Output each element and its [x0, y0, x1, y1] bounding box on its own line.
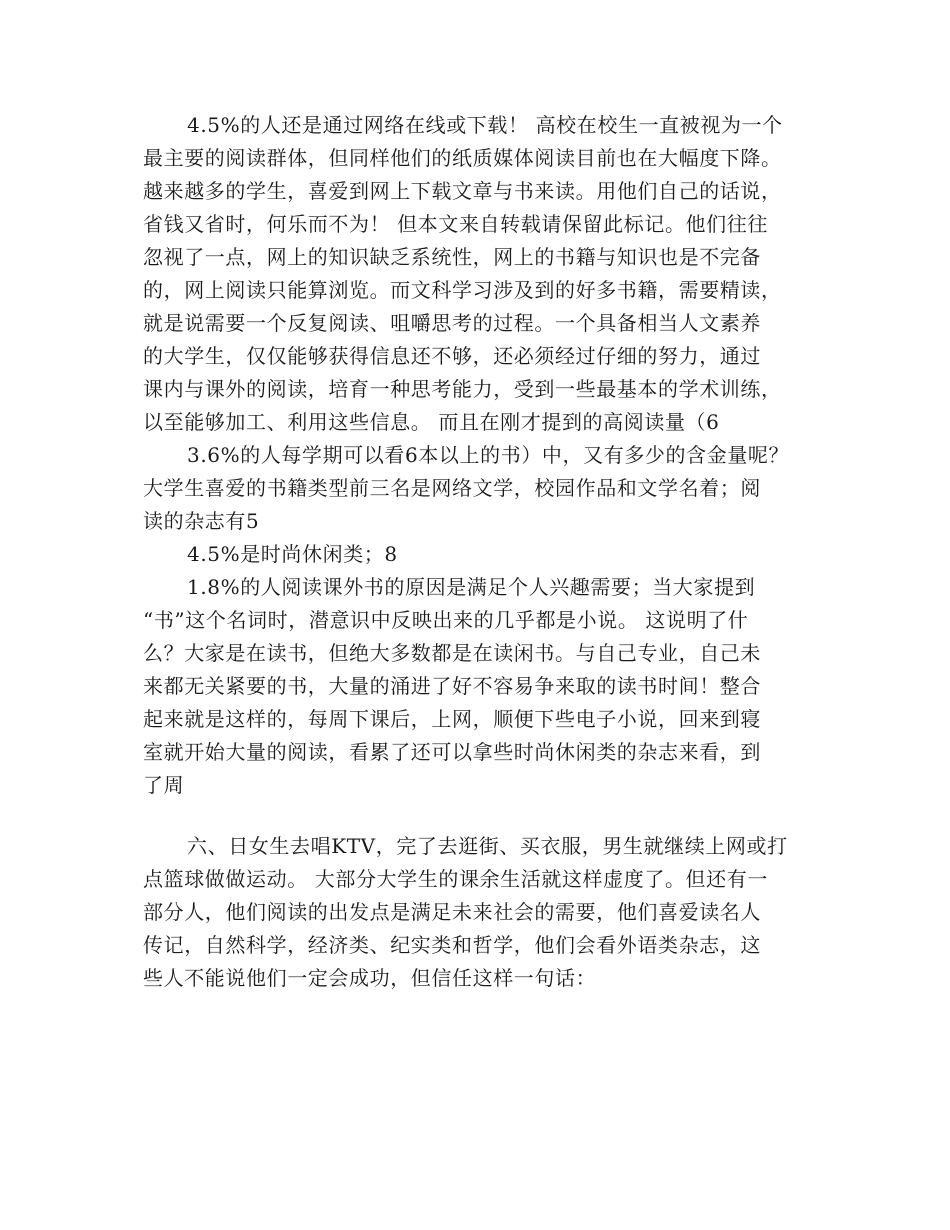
paragraph-2 [143, 439, 808, 538]
text-line: 的，网上阅读只能算浏览。而文科学习涉及到的好多书籍，需要精读， [143, 278, 782, 302]
text-line: 就是说需要一个反复阅读、咀嚼思考的过程。一个具备相当人文素养 [143, 311, 761, 335]
text-line: 忽视了一点，网上的知识缺乏系统性，网上的书籍与知识也是不完备 [143, 245, 761, 269]
text-line: 3.6%的人每学期可以看6本以上的书）中，又有多少的含金量呢？ [187, 443, 790, 467]
text-line: 的大学生，仅仅能够获得信息还不够，还必须经过仔细的努力，通过 [143, 344, 761, 368]
text-line: 1.8%的人阅读课外书的原因是满足个人兴趣需要；当大家提到 [187, 575, 756, 599]
text-line: 课内与课外的阅读，培育一种思考能力，受到一些最基本的学术训练， [143, 377, 782, 401]
text-line: 越来越多的学生，喜爱到网上下载文章与书来读。用他们自己的话说， [143, 179, 782, 203]
text-line: 传记，自然科学，经济类、纪实类和哲学，他们会看外语类杂志，这 [143, 933, 761, 957]
text-line: 最主要的阅读群体，但同样他们的纸质媒体阅读目前也在大幅度下降。 [143, 146, 782, 170]
text-line: 点篮球做做运动。 大部分大学生的课余生活就这样虚度了。但还有一 [143, 867, 768, 891]
text-line: 来都无关紧要的书，大量的涌进了好不容易争来取的读书时间！整合 [143, 674, 761, 698]
text-line: 么？大家是在读书，但绝大多数都是在读闲书。与自己专业，自己未 [143, 641, 761, 665]
text-line: 些人不能说他们一定会成功，但信任这样一句话： [143, 966, 597, 990]
paragraph-5 [143, 830, 808, 995]
text-line: 室就开始大量的阅读，看累了还可以拿些时尚休闲类的杂志来看，到 [143, 740, 761, 764]
text-line: 读的杂志有5 [143, 509, 260, 533]
paragraph-1 [143, 109, 808, 439]
paragraph-4 [143, 571, 808, 802]
paragraph-gap [143, 802, 808, 830]
text-line: 部分人，他们阅读的出发点是满足未来社会的需要，他们喜爱读名人 [143, 900, 761, 924]
text-line: 起来就是这样的，每周下课后，上网，顺便下些电子小说，回来到寝 [143, 707, 761, 731]
text-line: “书”这个名词时，潜意识中反映出来的几乎都是小说。 这说明了什 [143, 608, 749, 632]
text-line: 大学生喜爱的书籍类型前三名是网络文学，校园作品和文学名着；阅 [143, 476, 761, 500]
text-line: 以至能够加工、利用这些信息。 而且在刚才提到的高阅读量（6 [143, 410, 720, 434]
text-line: 4.5%的人还是通过网络在线或下载！ 高校在校生一直被视为一个 [187, 113, 783, 137]
text-line: 了周 [143, 773, 185, 797]
body-text [143, 109, 808, 995]
text-line: 省钱又省时，何乐而不为！ 但本文来自转载请保留此标记。他们往往 [143, 212, 768, 236]
text-line: 4.5%是时尚休闲类；8 [187, 542, 398, 566]
paragraph-3 [143, 538, 808, 571]
text-line: 六、日女生去唱KTV，完了去逛街、买衣服，男生就继续上网或打 [187, 834, 788, 858]
